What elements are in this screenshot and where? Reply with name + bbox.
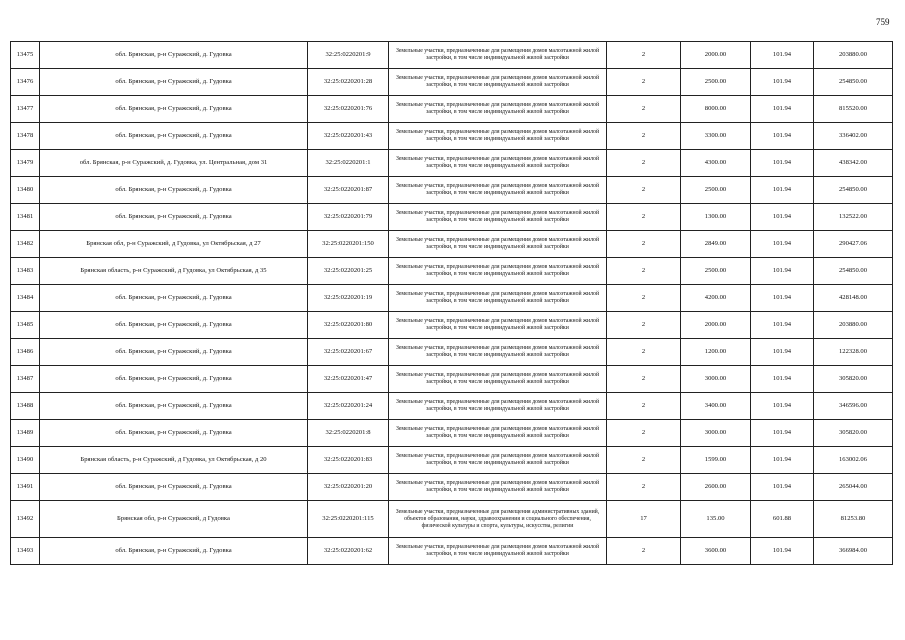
cell-specific-value: 101.94: [751, 204, 814, 231]
cell-cadastral-value: 163002.06: [814, 447, 893, 474]
cell-cadastral-number: 32:25:0220201:76: [308, 96, 389, 123]
cell-land-use-description: Земельные участки, предназначенные для размещения административных зданий, объектов образования, науки, здравоохранения и социального обеспечения, физической культуры и спорта, культуры, искусства, религии: [389, 501, 607, 538]
cell-cadastral-value: 254850.00: [814, 258, 893, 285]
cell-land-use-description: Земельные участки, предназначенные для размещения домов малоэтажной жилой застройки, в том числе индивидуальной жилой застройки: [389, 474, 607, 501]
cell-area: 4200.00: [681, 285, 751, 312]
cell-land-use-description: Земельные участки, предназначенные для размещения домов малоэтажной жилой застройки, в том числе индивидуальной жилой застройки: [389, 538, 607, 565]
cell-cadastral-value: 366984.00: [814, 538, 893, 565]
cell-address: обл. Брянская, р-н Суражский, д. Гудовка: [40, 285, 308, 312]
cell-specific-value: 101.94: [751, 339, 814, 366]
cell-area: 1200.00: [681, 339, 751, 366]
cell-cadastral-value: 290427.06: [814, 231, 893, 258]
cell-cadastral-number: 32:25:0220201:25: [308, 258, 389, 285]
cell-land-use-description: Земельные участки, предназначенные для размещения домов малоэтажной жилой застройки, в том числе индивидуальной жилой застройки: [389, 231, 607, 258]
cell-use-group: 2: [607, 366, 681, 393]
cell-land-use-description: Земельные участки, предназначенные для размещения домов малоэтажной жилой застройки, в том числе индивидуальной жилой застройки: [389, 393, 607, 420]
cell-address: Брянская область, р-н Суражский, д Гудовка, ул Октябрьская, д 20: [40, 447, 308, 474]
cell-specific-value: 101.94: [751, 312, 814, 339]
cell-cadastral-number: 32:25:0220201:150: [308, 231, 389, 258]
cell-specific-value: 101.94: [751, 96, 814, 123]
cell-land-use-description: Земельные участки, предназначенные для размещения домов малоэтажной жилой застройки, в том числе индивидуальной жилой застройки: [389, 204, 607, 231]
cell-address: обл. Брянская, р-н Суражский, д. Гудовка: [40, 42, 308, 69]
cell-specific-value: 101.94: [751, 285, 814, 312]
cell-area: 2500.00: [681, 258, 751, 285]
cell-cadastral-value: 254850.00: [814, 69, 893, 96]
cell-area: 3400.00: [681, 393, 751, 420]
cell-use-group: 2: [607, 204, 681, 231]
cell-row-id: 13486: [11, 339, 40, 366]
cell-row-id: 13477: [11, 96, 40, 123]
cell-row-id: 13487: [11, 366, 40, 393]
cell-row-id: 13484: [11, 285, 40, 312]
cell-row-id: 13489: [11, 420, 40, 447]
cell-area: 3600.00: [681, 538, 751, 565]
cell-cadastral-number: 32:25:0220201:79: [308, 204, 389, 231]
cell-cadastral-value: 203880.00: [814, 42, 893, 69]
cell-specific-value: 101.94: [751, 231, 814, 258]
cell-area: 2000.00: [681, 42, 751, 69]
table-row: [11, 420, 893, 447]
cell-address: обл. Брянская, р-н Суражский, д. Гудовка: [40, 420, 308, 447]
cell-area: 4300.00: [681, 150, 751, 177]
cell-specific-value: 101.94: [751, 123, 814, 150]
cell-cadastral-number: 32:25:0220201:20: [308, 474, 389, 501]
cell-row-id: 13478: [11, 123, 40, 150]
cell-address: Брянская область, р-н Суражский, д Гудовка, ул Октябрьская, д 35: [40, 258, 308, 285]
cell-land-use-description: Земельные участки, предназначенные для размещения домов малоэтажной жилой застройки, в том числе индивидуальной жилой застройки: [389, 96, 607, 123]
cell-row-id: 13481: [11, 204, 40, 231]
cell-land-use-description: Земельные участки, предназначенные для размещения домов малоэтажной жилой застройки, в том числе индивидуальной жилой застройки: [389, 258, 607, 285]
table-row: [11, 501, 893, 538]
cell-land-use-description: Земельные участки, предназначенные для размещения домов малоэтажной жилой застройки, в том числе индивидуальной жилой застройки: [389, 285, 607, 312]
table-row: [11, 538, 893, 565]
cell-address: обл. Брянская, р-н Суражский, д. Гудовка: [40, 123, 308, 150]
cell-cadastral-value: 265044.00: [814, 474, 893, 501]
table-row: [11, 123, 893, 150]
page-number: 759: [876, 17, 890, 27]
cell-address: обл. Брянская, р-н Суражский, д. Гудовка: [40, 339, 308, 366]
cell-specific-value: 601.88: [751, 501, 814, 538]
cell-row-id: 13493: [11, 538, 40, 565]
cell-row-id: 13492: [11, 501, 40, 538]
cell-land-use-description: Земельные участки, предназначенные для размещения домов малоэтажной жилой застройки, в том числе индивидуальной жилой застройки: [389, 420, 607, 447]
table-row: [11, 339, 893, 366]
cell-row-id: 13483: [11, 258, 40, 285]
cell-row-id: 13491: [11, 474, 40, 501]
cell-address: Брянская обл, р-н Суражский, д Гудовка: [40, 501, 308, 538]
cell-use-group: 2: [607, 69, 681, 96]
cell-use-group: 2: [607, 393, 681, 420]
table-row: [11, 366, 893, 393]
cell-specific-value: 101.94: [751, 69, 814, 96]
cell-cadastral-number: 32:25:0220201:87: [308, 177, 389, 204]
cell-cadastral-number: 32:25:0220201:80: [308, 312, 389, 339]
cell-cadastral-number: 32:25:0220201:1: [308, 150, 389, 177]
cell-land-use-description: Земельные участки, предназначенные для размещения домов малоэтажной жилой застройки, в том числе индивидуальной жилой застройки: [389, 339, 607, 366]
cell-address: обл. Брянская, р-н Суражский, д. Гудовка: [40, 538, 308, 565]
cell-address: обл. Брянская, р-н Суражский, д. Гудовка, ул. Центральная, дом 31: [40, 150, 308, 177]
cell-address: обл. Брянская, р-н Суражский, д. Гудовка: [40, 177, 308, 204]
cell-use-group: 17: [607, 501, 681, 538]
cell-cadastral-value: 305820.00: [814, 420, 893, 447]
cell-specific-value: 101.94: [751, 393, 814, 420]
cell-row-id: 13490: [11, 447, 40, 474]
cell-specific-value: 101.94: [751, 366, 814, 393]
cell-cadastral-number: 32:25:0220201:43: [308, 123, 389, 150]
cell-address: обл. Брянская, р-н Суражский, д. Гудовка: [40, 312, 308, 339]
cell-specific-value: 101.94: [751, 258, 814, 285]
table-row: [11, 474, 893, 501]
cell-cadastral-number: 32:25:0220201:28: [308, 69, 389, 96]
cell-address: обл. Брянская, р-н Суражский, д. Гудовка: [40, 474, 308, 501]
cell-row-id: 13488: [11, 393, 40, 420]
cell-use-group: 2: [607, 177, 681, 204]
cell-address: обл. Брянская, р-н Суражский, д. Гудовка: [40, 69, 308, 96]
cell-use-group: 2: [607, 231, 681, 258]
cell-land-use-description: Земельные участки, предназначенные для размещения домов малоэтажной жилой застройки, в том числе индивидуальной жилой застройки: [389, 312, 607, 339]
cell-specific-value: 101.94: [751, 538, 814, 565]
cell-specific-value: 101.94: [751, 474, 814, 501]
cell-cadastral-value: 305820.00: [814, 366, 893, 393]
table-row: [11, 231, 893, 258]
cell-use-group: 2: [607, 123, 681, 150]
cell-use-group: 2: [607, 420, 681, 447]
cell-use-group: 2: [607, 312, 681, 339]
registry-table: [10, 41, 893, 565]
cell-cadastral-number: 32:25:0220201:62: [308, 538, 389, 565]
cell-cadastral-value: 815520.00: [814, 96, 893, 123]
cell-area: 3300.00: [681, 123, 751, 150]
cell-cadastral-value: 81253.80: [814, 501, 893, 538]
cell-specific-value: 101.94: [751, 420, 814, 447]
cell-area: 3000.00: [681, 366, 751, 393]
cell-address: обл. Брянская, р-н Суражский, д. Гудовка: [40, 96, 308, 123]
cell-address: обл. Брянская, р-н Суражский, д. Гудовка: [40, 393, 308, 420]
cell-land-use-description: Земельные участки, предназначенные для размещения домов малоэтажной жилой застройки, в том числе индивидуальной жилой застройки: [389, 447, 607, 474]
cell-area: 1300.00: [681, 204, 751, 231]
cell-use-group: 2: [607, 258, 681, 285]
table-row: [11, 447, 893, 474]
cell-land-use-description: Земельные участки, предназначенные для размещения домов малоэтажной жилой застройки, в том числе индивидуальной жилой застройки: [389, 366, 607, 393]
cell-address: обл. Брянская, р-н Суражский, д. Гудовка: [40, 204, 308, 231]
cell-specific-value: 101.94: [751, 150, 814, 177]
table-row: [11, 42, 893, 69]
cell-row-id: 13479: [11, 150, 40, 177]
cell-specific-value: 101.94: [751, 177, 814, 204]
table-row: [11, 204, 893, 231]
cell-cadastral-value: 203880.00: [814, 312, 893, 339]
cell-address: Брянская обл, р-н Суражский, д Гудовка, ул Октябрьская, д 27: [40, 231, 308, 258]
cell-cadastral-value: 428148.00: [814, 285, 893, 312]
cell-area: 2849.00: [681, 231, 751, 258]
cell-cadastral-number: 32:25:0220201:83: [308, 447, 389, 474]
cell-use-group: 2: [607, 96, 681, 123]
cell-area: 2500.00: [681, 177, 751, 204]
cell-row-id: 13475: [11, 42, 40, 69]
cell-cadastral-number: 32:25:0220201:9: [308, 42, 389, 69]
table-row: [11, 285, 893, 312]
cell-use-group: 2: [607, 42, 681, 69]
table-row: [11, 258, 893, 285]
cell-area: 3000.00: [681, 420, 751, 447]
table-row: [11, 96, 893, 123]
cell-area: 135.00: [681, 501, 751, 538]
cell-row-id: 13480: [11, 177, 40, 204]
table-row: [11, 312, 893, 339]
cell-area: 2600.00: [681, 474, 751, 501]
cell-land-use-description: Земельные участки, предназначенные для размещения домов малоэтажной жилой застройки, в том числе индивидуальной жилой застройки: [389, 150, 607, 177]
cell-cadastral-number: 32:25:0220201:47: [308, 366, 389, 393]
cell-specific-value: 101.94: [751, 42, 814, 69]
cell-area: 2000.00: [681, 312, 751, 339]
cell-cadastral-value: 336402.00: [814, 123, 893, 150]
cell-use-group: 2: [607, 474, 681, 501]
cell-use-group: 2: [607, 447, 681, 474]
cell-address: обл. Брянская, р-н Суражский, д. Гудовка: [40, 366, 308, 393]
cell-specific-value: 101.94: [751, 447, 814, 474]
cell-cadastral-number: 32:25:0220201:8: [308, 420, 389, 447]
cell-area: 8000.00: [681, 96, 751, 123]
cell-cadastral-value: 132522.00: [814, 204, 893, 231]
cell-area: 2500.00: [681, 69, 751, 96]
cell-cadastral-value: 122328.00: [814, 339, 893, 366]
cell-row-id: 13482: [11, 231, 40, 258]
table-row: [11, 393, 893, 420]
cell-use-group: 2: [607, 538, 681, 565]
table-row: [11, 177, 893, 204]
cell-cadastral-number: 32:25:0220201:24: [308, 393, 389, 420]
cell-use-group: 2: [607, 150, 681, 177]
cell-use-group: 2: [607, 285, 681, 312]
cell-land-use-description: Земельные участки, предназначенные для размещения домов малоэтажной жилой застройки, в том числе индивидуальной жилой застройки: [389, 69, 607, 96]
cell-cadastral-number: 32:25:0220201:67: [308, 339, 389, 366]
cell-land-use-description: Земельные участки, предназначенные для размещения домов малоэтажной жилой застройки, в том числе индивидуальной жилой застройки: [389, 42, 607, 69]
cell-cadastral-value: 346596.00: [814, 393, 893, 420]
cell-cadastral-value: 254850.00: [814, 177, 893, 204]
cell-use-group: 2: [607, 339, 681, 366]
cell-row-id: 13485: [11, 312, 40, 339]
cell-cadastral-value: 438342.00: [814, 150, 893, 177]
cell-land-use-description: Земельные участки, предназначенные для размещения домов малоэтажной жилой застройки, в том числе индивидуальной жилой застройки: [389, 123, 607, 150]
cell-cadastral-number: 32:25:0220201:115: [308, 501, 389, 538]
table-row: [11, 69, 893, 96]
cell-cadastral-number: 32:25:0220201:19: [308, 285, 389, 312]
cell-row-id: 13476: [11, 69, 40, 96]
table-row: [11, 150, 893, 177]
cell-area: 1599.00: [681, 447, 751, 474]
cell-land-use-description: Земельные участки, предназначенные для размещения домов малоэтажной жилой застройки, в том числе индивидуальной жилой застройки: [389, 177, 607, 204]
